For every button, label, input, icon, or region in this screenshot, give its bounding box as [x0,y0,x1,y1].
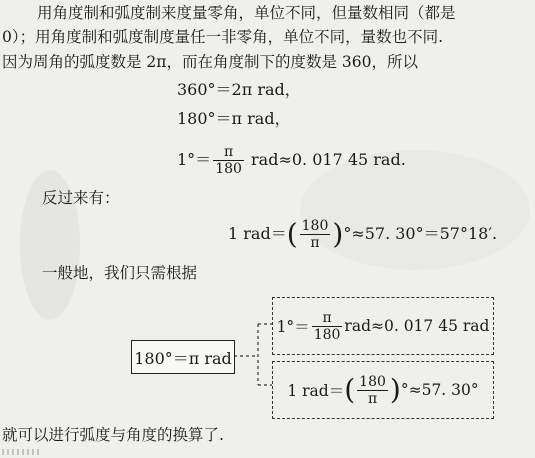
converse-label: 反过来有： [42,189,120,207]
eq-1deg-left: 1°＝ [177,150,212,169]
left-paren: ( [344,373,356,406]
scan-artifact [2,449,42,455]
degree-to-radian-box [272,297,494,355]
frac-denominator: π [310,235,320,251]
top-box-right: rad≈0. 017 45 rad [344,317,490,335]
left-paren: ( [286,217,298,251]
paragraph-line-3: 因为周角的弧度数是 2π，而在角度制下的度数是 360，所以 [2,53,418,71]
eq-1rad-left: 1 rad＝ [228,224,287,243]
frac-numerator: π [213,145,244,161]
right-paren: ) [332,217,344,251]
conclusion-text: 就可以进行弧度与角度的换算了. [2,426,224,444]
frac-denominator: 180 [215,161,242,177]
equation-180-deg: 180°＝π rad， [177,109,291,128]
general-intro-text: 一般地，我们只需根据 [42,264,198,282]
paragraph-line-1: 用角度制和弧度制来度量零角，单位不同，但量数相同（都是 [37,4,456,22]
bottom-box-right: °≈57. 30° [400,381,479,399]
eq-1rad-right: °≈57. 30°＝57°18′. [343,224,498,243]
fraction-180-over-pi [357,375,388,406]
top-box-left: 1°＝ [276,318,310,336]
central-formula-box [131,340,235,374]
paragraph-line-2: 0）；用角度制和弧度制度量任一非零角，单位不同，量数也不同. [2,28,444,46]
fraction-pi-over-180 [312,311,343,342]
frac-denominator: 180 [313,326,341,343]
central-formula-text: 180°＝π rad [134,348,232,368]
radian-to-degree-box [272,361,494,419]
frac-numerator: π [312,311,343,327]
eq-1deg-right: rad≈0. 017 45 rad. [245,150,406,169]
frac-numerator: 180 [359,373,386,390]
right-paren: ) [389,373,401,406]
frac-numerator: 180 [301,218,329,234]
bottom-box-left: 1 rad＝ [287,382,345,400]
frac-denominator: π [367,390,378,407]
equation-360-deg: 360°＝2π rad， [177,80,301,99]
